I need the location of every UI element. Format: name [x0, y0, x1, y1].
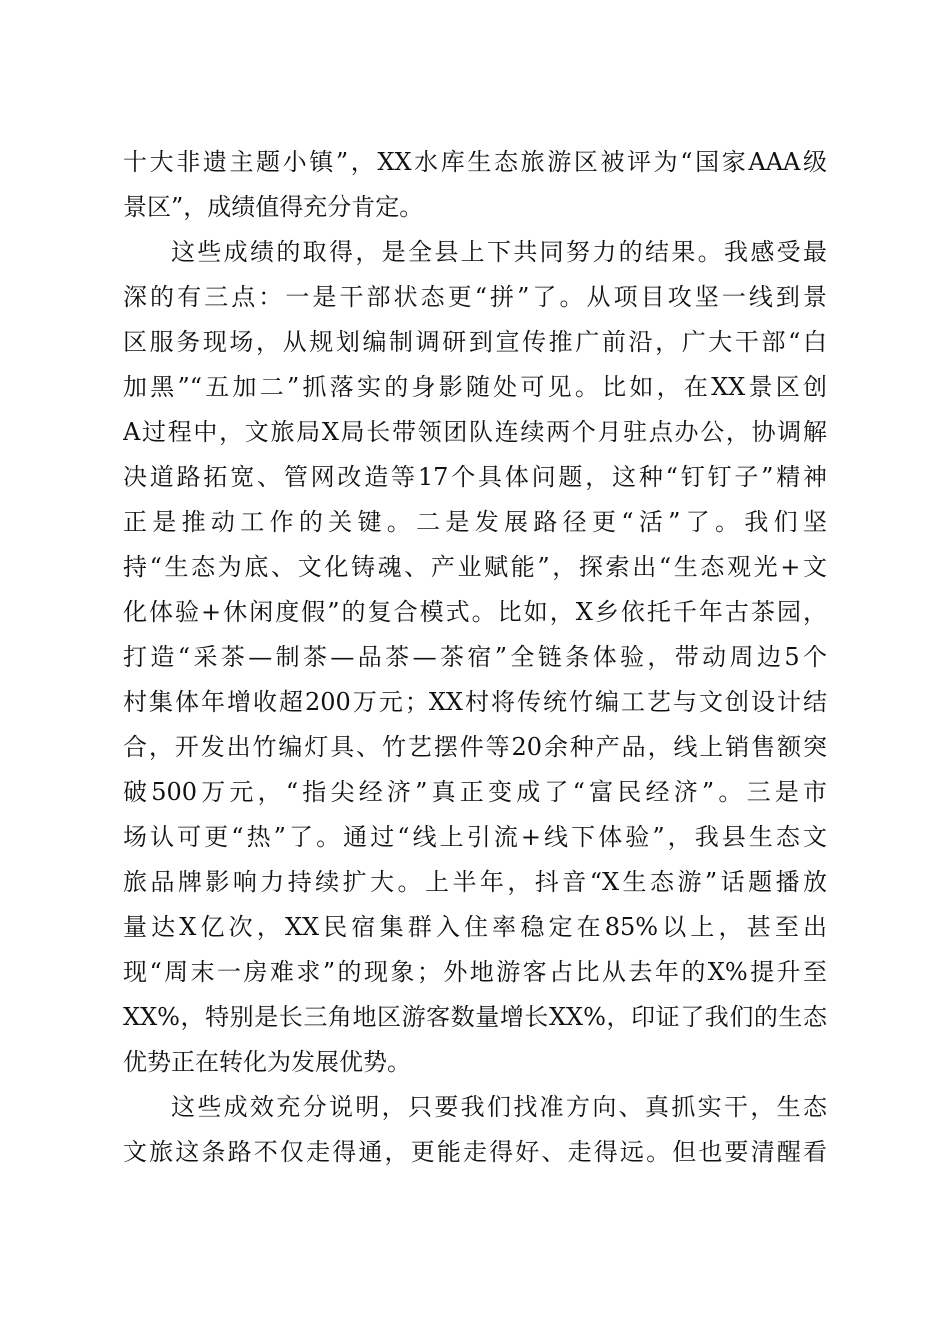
- text-line: 化体验+休闲度假”的复合模式。比如，X乡依托千年古茶园，: [123, 598, 827, 626]
- text-line: A过程中，文旅局X局长带领团队连续两个月驻点办公，协调解: [123, 418, 827, 446]
- text-line: 这些成效充分说明，只要我们找准方向、真抓实干，生态: [171, 1093, 827, 1121]
- text-line: 十大非遗主题小镇”，XX水库生态旅游区被评为“国家AAA级: [123, 148, 827, 176]
- text-line: 景区”，成绩值得充分肯定。: [123, 193, 424, 221]
- text-line: 决道路拓宽、管网改造等17个具体问题，这种“钉钉子”精神: [123, 463, 827, 491]
- text-line: 旅品牌影响力持续扩大。上半年，抖音“X生态游”话题播放: [123, 868, 827, 896]
- text-line: 场认可更“热”了。通过“线上引流+线下体验”，我县生态文: [123, 823, 827, 851]
- text-line: 合，开发出竹编灯具、竹艺摆件等20余种产品，线上销售额突: [123, 733, 827, 761]
- text-line: 区服务现场，从规划编制调研到宣传推广前沿，广大干部“白: [123, 328, 827, 356]
- text-line: 量达X亿次，XX民宿集群入住率稳定在85%以上，甚至出: [123, 913, 827, 941]
- text-line: 这些成绩的取得，是全县上下共同努力的结果。我感受最: [171, 238, 827, 266]
- text-line: 深的有三点：一是干部状态更“拼”了。从项目攻坚一线到景: [123, 283, 827, 311]
- text-line: 加黑”“五加二”抓落实的身影随处可见。比如，在XX景区创: [123, 373, 827, 401]
- text-line: 持“生态为底、文化铸魂、产业赋能”，探索出“生态观光+文: [123, 553, 827, 581]
- text-line: 现“周末一房难求”的现象；外地游客占比从去年的X%提升至: [123, 958, 827, 986]
- text-line: 优势正在转化为发展优势。: [123, 1048, 411, 1076]
- document-page: [123, 140, 827, 1175]
- text-line: 正是推动工作的关键。二是发展路径更“活”了。我们坚: [123, 508, 827, 536]
- text-line: XX%，特别是长三角地区游客数量增长XX%，印证了我们的生态: [123, 1003, 827, 1031]
- text-line: 打造“采茶—制茶—品茶—茶宿”全链条体验，带动周边5个: [123, 643, 827, 671]
- text-line: 村集体年增收超200万元；XX村将传统竹编工艺与文创设计结: [123, 688, 827, 716]
- text-line: 文旅这条路不仅走得通，更能走得好、走得远。但也要清醒看: [123, 1138, 827, 1166]
- text-line: 破500万元，“指尖经济”真正变成了“富民经济”。三是市: [123, 778, 827, 806]
